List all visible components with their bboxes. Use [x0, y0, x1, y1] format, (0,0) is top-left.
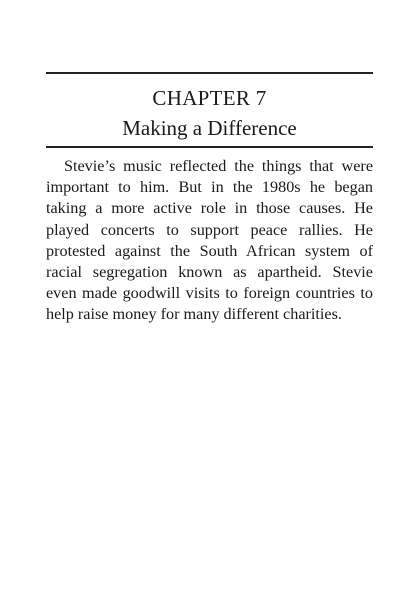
body-paragraph: Stevie’s music reflected the things that were important to him. But in the 1980s he began taking a more active role in those causes. He played concerts to support peace rallies. He protested against the South African system of racial segregation known as apartheid. Stevie even made goodwill visits to foreign countries to help raise money for many different charities. — [46, 157, 373, 324]
top-divider-rule — [46, 72, 373, 74]
chapter-number: CHAPTER 7 — [152, 86, 267, 110]
bottom-divider-rule — [46, 146, 373, 148]
chapter-title: Making a Difference — [122, 116, 297, 140]
